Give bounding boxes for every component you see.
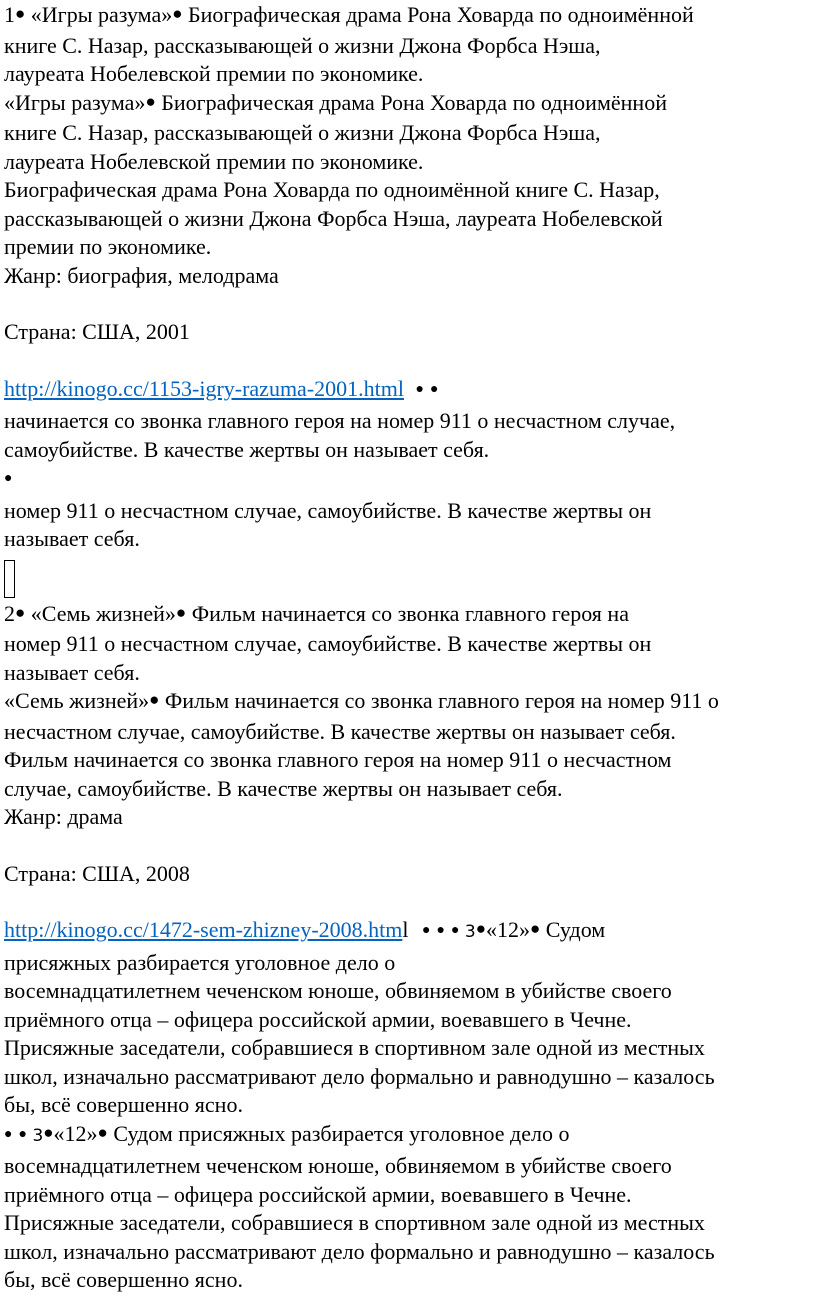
item1-after-link-line: самоубийстве. В качестве жертвы он называет себя. (4, 436, 490, 462)
bullet-icon: ● (97, 1122, 108, 1142)
bullet-icon: ● (145, 91, 156, 111)
item1-desc-line: Биографическая драма Рона Ховарда по одноимённой (188, 2, 694, 27)
empty-image-frame (4, 560, 15, 598)
spacer (4, 347, 812, 375)
bullet-icon: ● (172, 4, 183, 23)
document-page (4, 1, 812, 1295)
item3-number: 3 (464, 922, 476, 942)
item1-genre: Жанр: биография, мелодрама (4, 262, 279, 288)
item2-heading-line (4, 600, 812, 631)
item3-desc-line: восемнадцатилетнем чеченском юноше, обвиняемом в убийстве своего (4, 978, 672, 1003)
bullet-icon: ● (475, 919, 487, 938)
item2-title: «Семь жизней» (4, 688, 150, 713)
item2-number: 2 (4, 600, 15, 626)
item2-desc-line: Фильм начинается со звонка главного героя на номер 911 о (164, 688, 719, 713)
item3-desc-line: бы, всё совершенно ясно. (4, 1092, 243, 1117)
item3-desc-line: восемнадцатилетнем чеченском юноше, обвиняемом в убийстве своего (4, 1153, 672, 1178)
item1-fragment-line: называет себя. (4, 526, 140, 551)
item2-desc-line: номер 911 о несчастном случае, самоубийстве. В качестве жертвы он (4, 631, 652, 656)
item3-desc-line: бы, всё совершенно ясно. (4, 1267, 243, 1292)
bullet-icon: ● (415, 381, 424, 397)
spacer (4, 832, 812, 860)
item3-desc-line: школ, изначально рассматривают дело формально и равнодушно – казалось (4, 1238, 715, 1264)
item3-title: «12» (53, 1120, 98, 1146)
item3-desc-line: Присяжные заседатели, собравшиеся в спортивном зале одной из местных (4, 1210, 705, 1235)
item2-genre: Жанр: драма (4, 804, 123, 829)
item3-desc-line: школ, изначально рассматривают дело формально и равнодушно – казалось (4, 1063, 715, 1089)
spacer (4, 888, 812, 916)
item3-number: 3 (32, 1125, 44, 1146)
bullet-icon: ● (15, 602, 26, 622)
item2-plain-line: случае, самоубийстве. В качестве жертвы он называет себя. (4, 775, 563, 801)
item2-link-tail: l (402, 917, 409, 942)
item1-country: Страна: США, 2001 (4, 319, 190, 344)
item3-desc-line: приёмного отца – офицера российской армии, воевавшего в Чечне. (4, 1181, 632, 1207)
bullet-icon: ● (4, 1126, 13, 1142)
bullet-icon: ● (422, 923, 431, 938)
item2-title: «Семь жизней» (30, 600, 176, 626)
item1-after-link-line: начинается со звонка главного героя на номер 911 о несчастном случае, (4, 408, 676, 433)
item3-title: «12» (486, 917, 531, 942)
item1-fragment-line: номер 911 о несчастном случае, самоубийстве. В качестве жертвы он (4, 497, 652, 523)
item3-desc-line: приёмного отца – офицера российской армии, воевавшего в Чечне. (4, 1006, 632, 1032)
item1-desc-full-line: Биографическая драма Рона Ховарда по одноимённой книге С. Назар, (4, 177, 660, 202)
item1-desc-line: книге С. Назар, рассказывающей о жизни Джона Форбса Нэша, (4, 32, 601, 58)
item3-desc-line: Судом присяжных разбирается уголовное дело о (113, 1120, 570, 1146)
item2-link-line (4, 916, 812, 949)
item2-desc-line: называет себя. (4, 659, 140, 685)
item1-link-line (4, 375, 812, 408)
item1-number: 1 (4, 2, 15, 27)
item1-desc-line: Биографическая драма Рона Ховарда по одноимённой (161, 89, 667, 115)
bullet-icon: ● (43, 1122, 54, 1142)
item2-plain-line: Фильм начинается со звонка главного героя на номер 911 о несчастном (4, 747, 672, 772)
item2-desc-line: несчастном случае, самоубийстве. В качестве жертвы он называет себя. (4, 718, 676, 744)
item1-repeat-line (4, 89, 812, 120)
item1-desc-full-line: премии по экономике. (4, 234, 212, 259)
spacer (4, 290, 812, 318)
item1-desc-full-line: рассказывающей о жизни Джона Форбса Нэша, лауреата Нобелевской (4, 205, 663, 231)
item1-desc-line: книге С. Назар, рассказывающей о жизни Джона Форбса Нэша, (4, 120, 601, 145)
bullet-icon: ● (450, 923, 460, 938)
item1-desc-line: лауреата Нобелевской премии по экономике. (4, 148, 424, 174)
bullet-icon: ● (149, 690, 160, 709)
item1-desc-line: лауреата Нобелевской премии по экономике. (4, 61, 424, 86)
item1-heading-line (4, 1, 812, 32)
bullet-icon: ● (18, 1126, 27, 1142)
item1-title: «Игры разума» (30, 2, 173, 27)
item2-repeat-line (4, 687, 812, 718)
bullet-line (4, 464, 812, 497)
item2-country: Страна: США, 2008 (4, 860, 190, 886)
item3-desc-line: присяжных разбирается уголовное дело о (4, 949, 396, 975)
bullet-icon: ● (4, 471, 13, 486)
bullet-icon: ● (429, 381, 439, 397)
item2-desc-line: Фильм начинается со звонка главного героя на (191, 600, 629, 626)
bullet-icon: ● (530, 919, 541, 938)
item2-link[interactable]: http://kinogo.cc/1472-sem-zhizney-2008.htm (4, 917, 403, 942)
bullet-icon: ● (436, 923, 445, 938)
bullet-icon: ● (15, 4, 26, 23)
item3-desc-line: Судом (545, 917, 606, 942)
bullet-icon: ● (175, 602, 187, 622)
item1-title: «Игры разума» (4, 89, 146, 115)
item1-link[interactable]: http://kinogo.cc/1153-igry-razuma-2001.html (4, 375, 404, 401)
item3-repeat-line (4, 1120, 812, 1153)
item3-desc-line: Присяжные заседатели, собравшиеся в спортивном зале одной из местных (4, 1035, 705, 1060)
